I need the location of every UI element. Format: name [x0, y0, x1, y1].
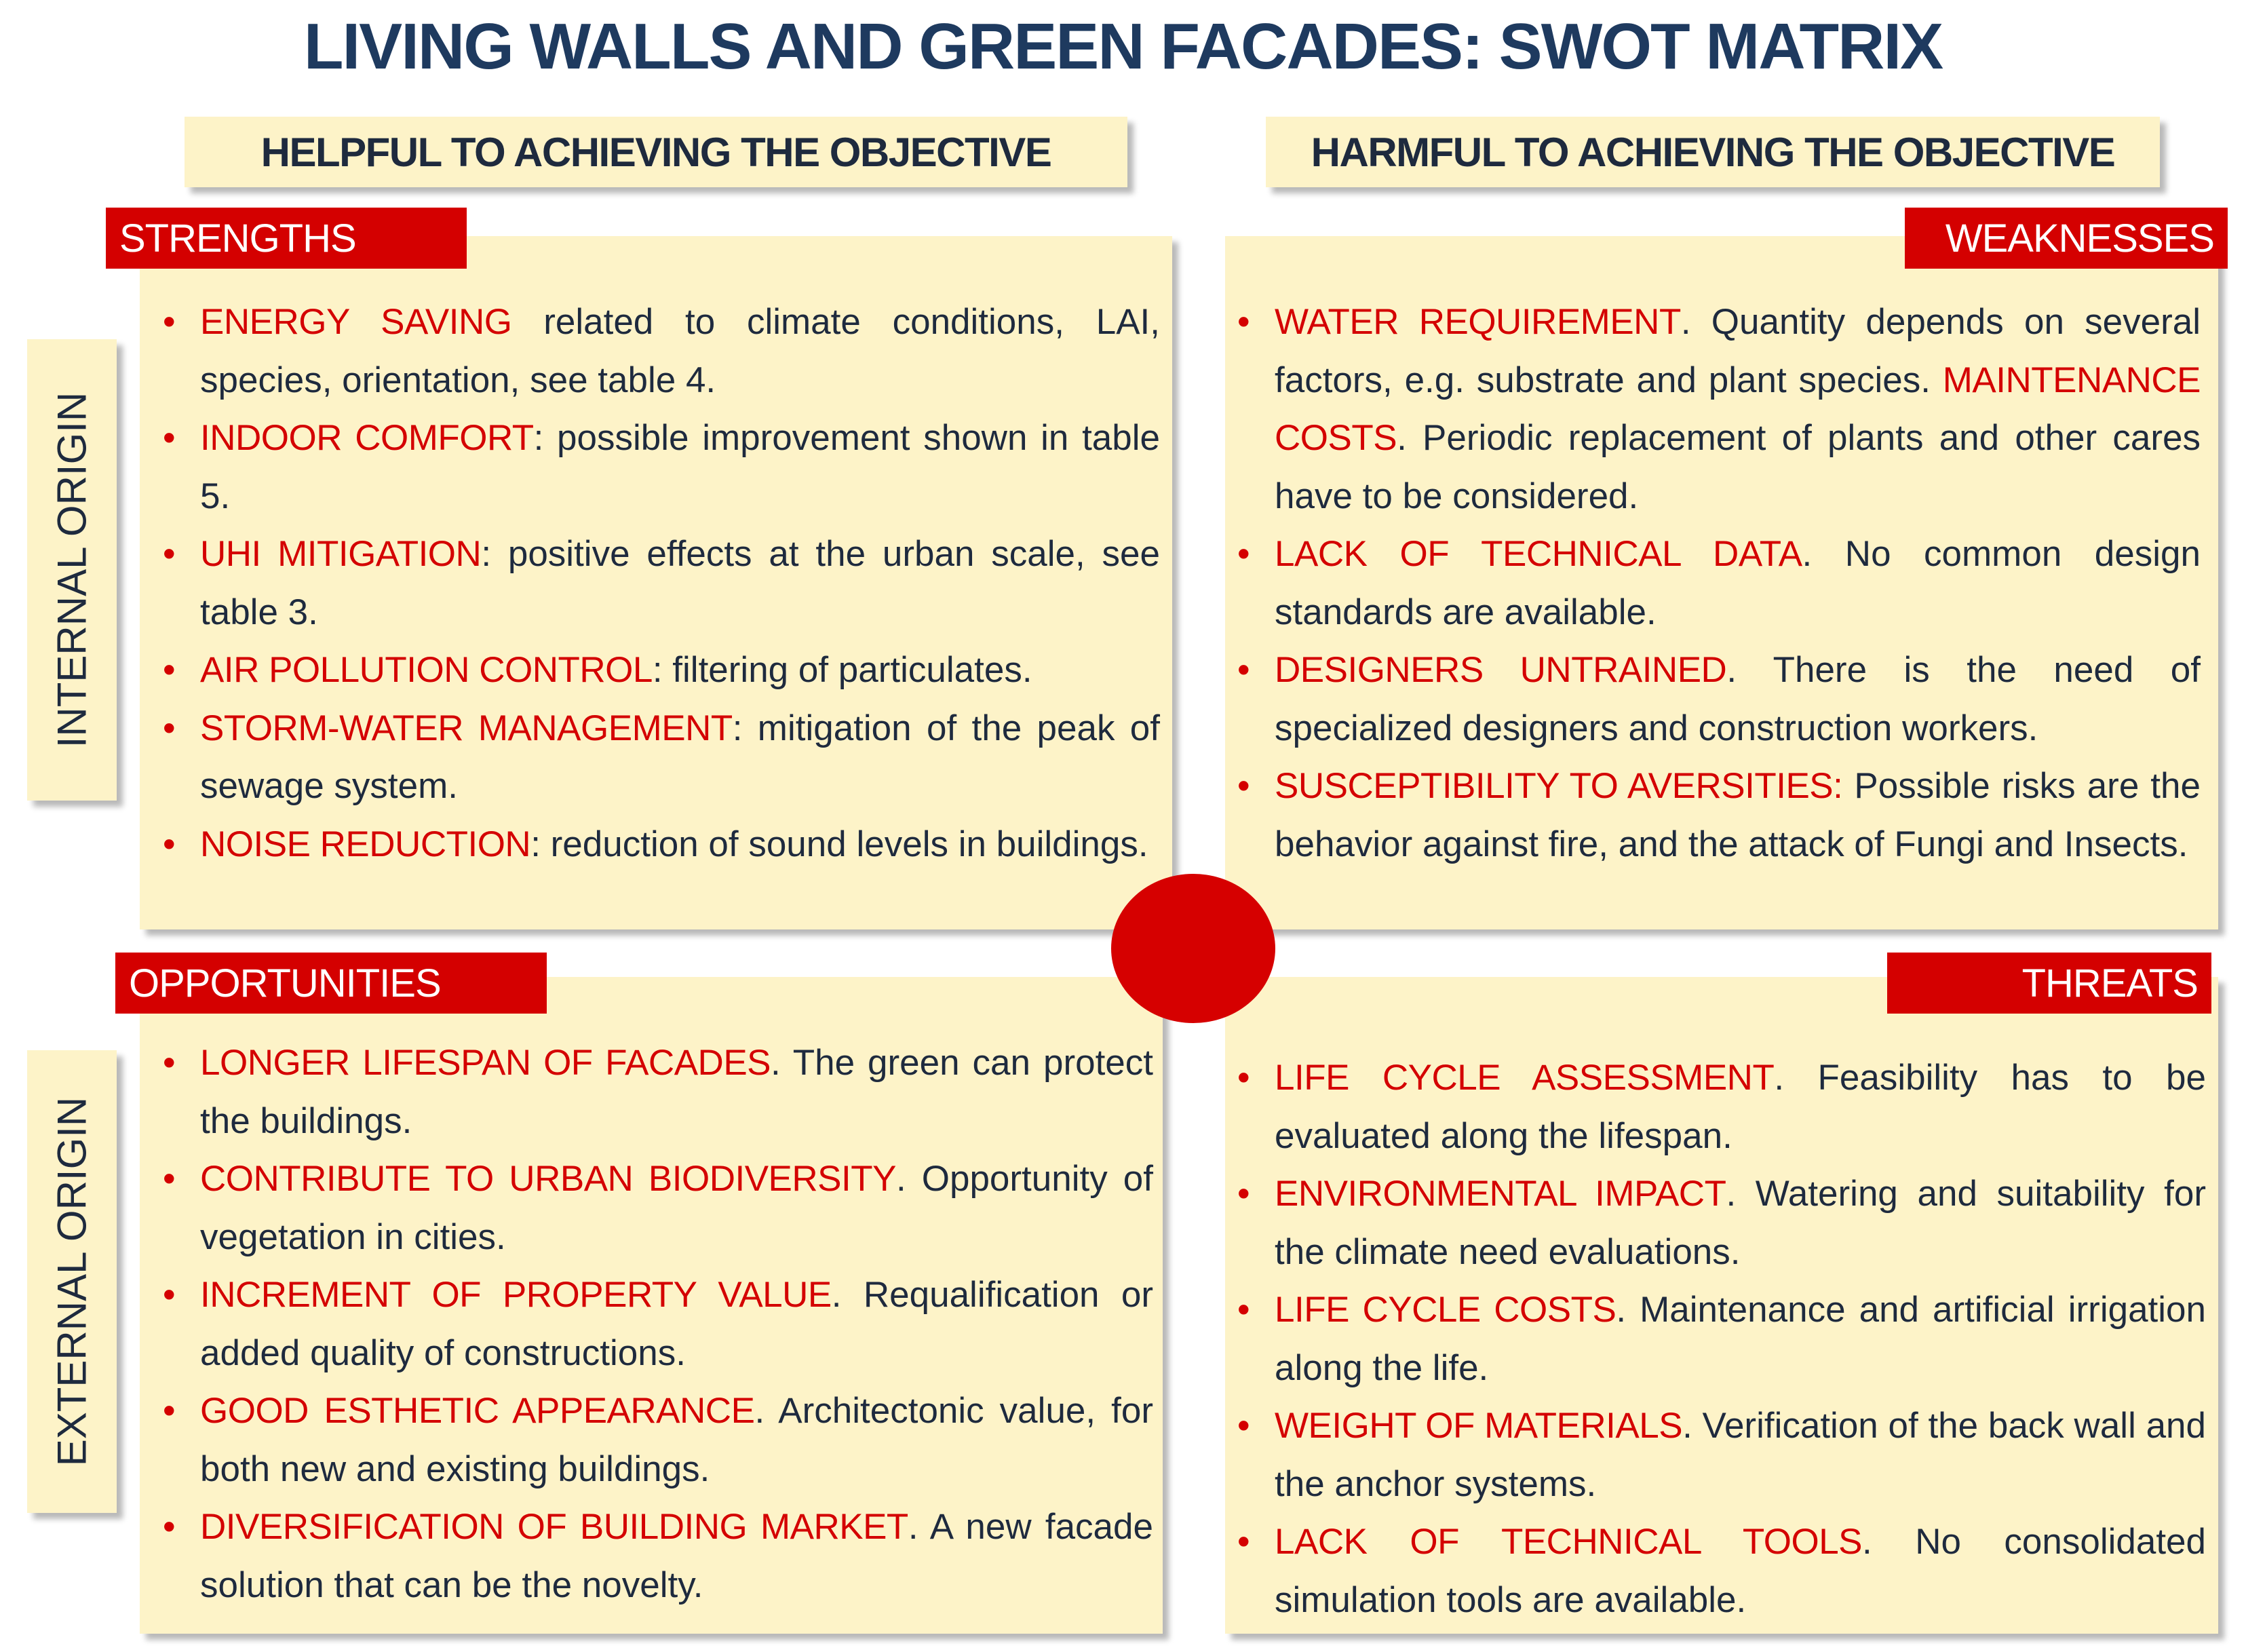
item-keyword: LACK OF TECHNICAL DATA: [1275, 534, 1802, 574]
bullet-icon: •: [163, 534, 176, 574]
item-text: . The green can protect the buildings.: [200, 1043, 1153, 1141]
opportunities-list: [163, 1034, 1153, 1614]
threats-list: [1237, 1049, 2206, 1629]
item-keyword: STORM-WATER MANAGEMENT: [200, 708, 733, 748]
item-keyword: INCREMENT OF PROPERTY VALUE: [200, 1275, 832, 1315]
item-text: : possible improvement shown in table 5.: [200, 418, 1160, 516]
item-text: : filtering of particulates.: [652, 650, 1032, 690]
list-item: [163, 1150, 1153, 1266]
list-item: [163, 525, 1160, 641]
item-keyword: AIR POLLUTION CONTROL: [200, 650, 653, 690]
bullet-icon: •: [1237, 534, 1250, 574]
list-item: [1237, 641, 2201, 757]
bullet-icon: •: [163, 1043, 176, 1083]
list-item: [1237, 757, 2201, 873]
harmful-header: HARMFUL TO ACHIEVING THE OBJECTIVE: [1266, 117, 2160, 187]
item-text-secondary: . Periodic replacement of plants and other cares have to be considered.: [1275, 418, 2201, 516]
bullet-icon: •: [163, 824, 176, 864]
item-keyword: CONTRIBUTE TO URBAN BIODIVERSITY: [200, 1159, 896, 1199]
page-title: LIVING WALLS AND GREEN FACADES: SWOT MATRIX: [303, 10, 1943, 83]
list-item: [1237, 1165, 2206, 1281]
item-text: . Opportunity of vegetation in cities.: [200, 1159, 1153, 1257]
list-item: [163, 409, 1160, 525]
list-item: [163, 1266, 1153, 1382]
item-text: related to climate conditions, LAI, species, orientation, see table 4.: [200, 302, 1160, 400]
bullet-icon: •: [163, 1391, 176, 1431]
item-keyword: LIFE CYCLE COSTS: [1275, 1290, 1616, 1330]
helpful-header: HELPFUL TO ACHIEVING THE OBJECTIVE: [185, 117, 1127, 187]
list-item: [1237, 1397, 2206, 1513]
item-text: : reduction of sound levels in buildings.: [530, 824, 1148, 864]
strengths-tag: STRENGTHS: [106, 208, 467, 269]
bullet-icon: •: [163, 1159, 176, 1199]
item-text: : mitigation of the peak of sewage system.: [200, 708, 1160, 806]
external-origin-box: [27, 1050, 117, 1513]
item-keyword: WATER REQUIREMENT: [1275, 302, 1681, 342]
item-keyword-secondary: MAINTENANCE COSTS: [1275, 360, 2201, 458]
opportunities-tag: OPPORTUNITIES: [115, 953, 547, 1014]
list-item: [1237, 1281, 2206, 1397]
list-item: [1237, 1049, 2206, 1165]
bullet-icon: •: [1237, 1058, 1250, 1098]
item-keyword: DIVERSIFICATION OF BUILDING MARKET: [200, 1507, 908, 1547]
list-item: [1237, 1513, 2206, 1629]
item-keyword: GOOD ESTHETIC APPEARANCE: [200, 1391, 755, 1431]
list-item: [163, 641, 1160, 699]
item-text: . There is the need of specialized designers and construction workers.: [1275, 650, 2201, 748]
bullet-icon: •: [163, 418, 176, 458]
item-text: . Verification of the back wall and the anchor systems.: [1275, 1406, 2206, 1504]
item-keyword: DESIGNERS UNTRAINED: [1275, 650, 1727, 690]
bullet-icon: •: [1237, 1174, 1250, 1214]
item-text: : positive effects at the urban scale, see table 3.: [200, 534, 1160, 632]
internal-origin-box: [27, 339, 117, 801]
item-text: . Watering and suitability for the climate need evaluations.: [1275, 1174, 2206, 1272]
item-keyword: UHI MITIGATION: [200, 534, 482, 574]
center-circle-icon: [1111, 874, 1275, 1023]
item-keyword: WEIGHT OF MATERIALS: [1275, 1406, 1683, 1446]
weaknesses-tag: WEAKNESSES: [1905, 208, 2228, 269]
bullet-icon: •: [163, 1275, 176, 1315]
item-text: . Feasibility has to be evaluated along the lifespan.: [1275, 1058, 2207, 1156]
bullet-icon: •: [1237, 1406, 1250, 1446]
item-text: . No common design standards are available.: [1275, 534, 2201, 632]
item-text: . Quantity depends on several factors, e.g. substrate and plant species.: [1275, 302, 2201, 400]
item-text: . No consolidated simulation tools are available.: [1275, 1522, 2206, 1620]
item-text: . Requalification or added quality of constructions.: [200, 1275, 1154, 1373]
bullet-icon: •: [163, 708, 176, 748]
item-keyword: INDOOR COMFORT: [200, 418, 534, 458]
list-item: [163, 815, 1160, 874]
item-text: . A new facade solution that can be the novelty.: [200, 1507, 1153, 1605]
list-item: [1237, 293, 2201, 525]
list-item: [163, 699, 1160, 815]
bullet-icon: •: [1237, 302, 1250, 342]
bullet-icon: •: [1237, 650, 1250, 690]
external-origin-label: EXTERNAL ORIGIN: [49, 1096, 95, 1467]
bullet-icon: •: [1237, 1522, 1250, 1562]
list-item: [163, 293, 1160, 409]
item-text: . Maintenance and artificial irrigation along the life.: [1275, 1290, 2206, 1388]
item-keyword: SUSCEPTIBILITY TO AVERSITIES:: [1275, 766, 1843, 806]
bullet-icon: •: [1237, 1290, 1250, 1330]
item-text: Possible risks are the behavior against fire, and the attack of Fungi and Insects.: [1275, 766, 2201, 864]
item-text: . Architectonic value, for both new and existing buildings.: [200, 1391, 1153, 1489]
item-keyword: LIFE CYCLE ASSESSMENT: [1275, 1058, 1775, 1098]
internal-origin-label: INTERNAL ORIGIN: [49, 391, 95, 748]
bullet-icon: •: [163, 1507, 176, 1547]
item-keyword: LACK OF TECHNICAL TOOLS: [1275, 1522, 1863, 1562]
item-keyword: NOISE REDUCTION: [200, 824, 531, 864]
threats-tag: THREATS: [1887, 953, 2211, 1014]
list-item: [163, 1498, 1153, 1614]
item-keyword: ENVIRONMENTAL IMPACT: [1275, 1174, 1726, 1214]
bullet-icon: •: [1237, 766, 1250, 806]
strengths-list: [163, 293, 1160, 873]
list-item: [163, 1034, 1153, 1150]
item-keyword: ENERGY SAVING: [200, 302, 512, 342]
weaknesses-list: [1237, 293, 2201, 873]
bullet-icon: •: [163, 302, 176, 342]
item-keyword: LONGER LIFESPAN OF FACADES: [200, 1043, 771, 1083]
list-item: [163, 1382, 1153, 1498]
bullet-icon: •: [163, 650, 176, 690]
list-item: [1237, 525, 2201, 641]
